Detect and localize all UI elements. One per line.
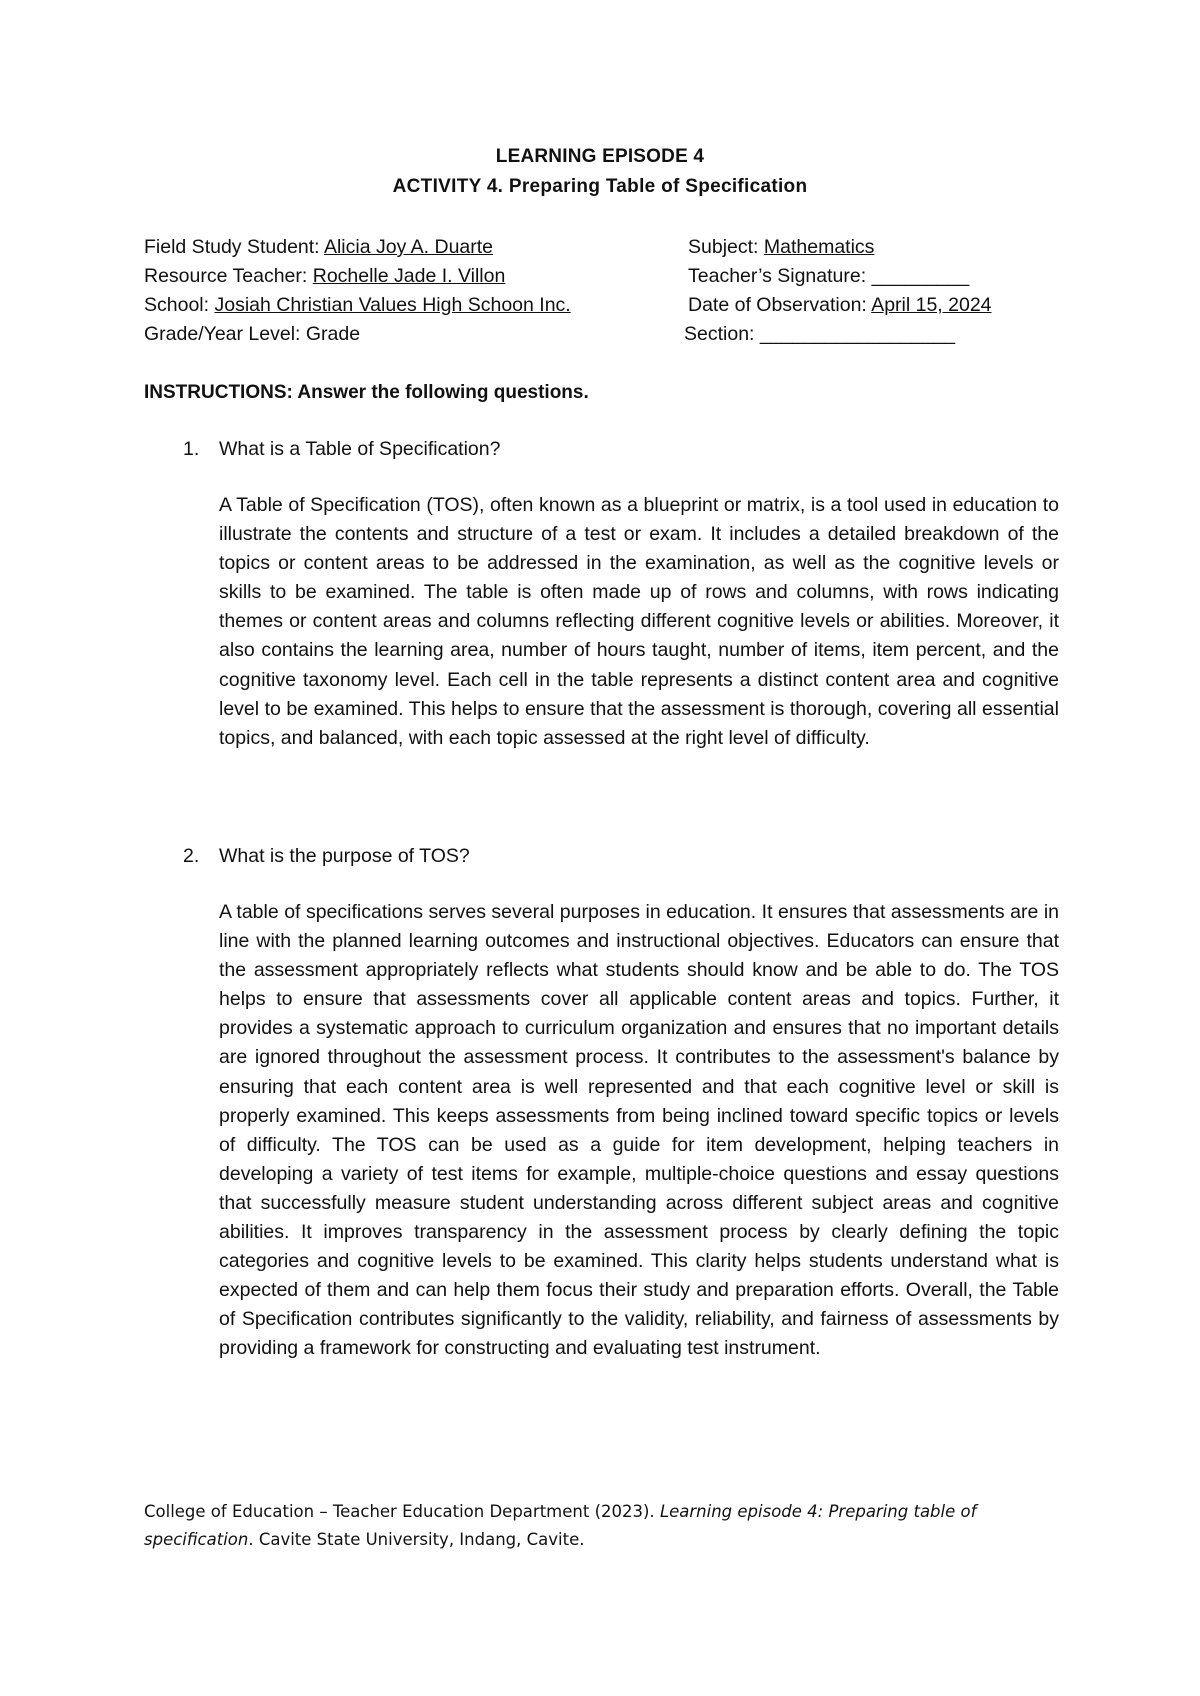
citation-place: . Cavite State University, Indang, Cavite. [248,1530,585,1549]
student-label: Field Study Student: [144,236,324,258]
school-line [144,291,571,319]
question-2-number: 2. [183,845,200,867]
question-1-number: 1. [183,438,200,460]
school-label: School: [144,294,215,316]
activity-title: ACTIVITY 4. Preparing Table of Specification [392,176,808,197]
signature-blank: _________ [871,265,970,287]
signature-label: Teacher’s Signature: [688,265,872,287]
teacher-line [144,262,505,290]
teacher-value: Rochelle Jade I. Villon [312,265,506,287]
subject-label: Subject: [688,236,764,258]
student-line [144,233,493,261]
section-line [684,320,955,348]
subject-value: Mathematics [763,236,875,258]
grade-line [144,320,360,348]
student-value: Alicia Joy A. Duarte [323,236,494,258]
date-value: April 15, 2024 [871,294,992,316]
section-blank: __________________ [759,323,956,345]
question-1-text: What is a Table of Specification? [219,438,501,460]
school-value: Josiah Christian Values High Schoon Inc. [214,294,571,316]
section-label: Section: [684,323,760,345]
citation-source: College of Education – Teacher Education Department (2023). [144,1502,660,1521]
instructions-heading: INSTRUCTIONS: Answer the following questions. [144,382,589,403]
citation-footer [144,1498,1064,1554]
grade-label: Grade/Year Level: Grade [144,323,361,345]
answer-1-paragraph: A Table of Specification (TOS), often known as a blueprint or matrix, is a tool used in education to illustrate the contents and structure of a test or exam. It includes a detailed breakdown of the topics or content areas to be addressed in the examination, as well as the cognitive levels or skills to be examined. The table is often made up of rows and columns, with rows indicating themes or content areas and columns reflecting different cognitive levels or abilities. Moreover, it also contains the learning area, number of hours taught, number of items, item percent, and the cognitive taxonomy level. Each cell in the table represents a distinct content area and cognitive level to be examined. This helps to ensure that the assessment is thorough, covering all essential topics, and balanced, with each topic assessed at the right level of difficulty. [219,494,1059,749]
date-line [688,291,992,319]
citation-title: Learning episode 4: Preparing table of specification [144,1502,977,1549]
episode-title: LEARNING EPISODE 4 [495,146,705,167]
question-2-text: What is the purpose of TOS? [219,845,470,867]
teacher-label: Resource Teacher: [144,265,313,287]
date-label: Date of Observation: [688,294,872,316]
signature-line [688,262,969,290]
subject-line [688,233,874,261]
answer-2-paragraph: A table of specifications serves several purposes in education. It ensures that assessments are in line with the planned learning outcomes and instructional objectives. Educators can ensure that the assessment appropriately reflects what students should know and be able to do. The TOS helps to ensure that assessments cover all applicable content areas and topics. Further, it provides a systematic approach to curriculum organization and ensures that no important details are ignored throughout the assessment process. It contributes to the assessment's balance by ensuring that each content area is well represented and that each cognitive level or skill is properly examined. This keeps assessments from being inclined toward specific topics or levels of difficulty. The TOS can be used as a guide for item development, helping teachers in developing a variety of test items for example, multiple-choice questions and essay questions that successfully measure student understanding across different subject areas and cognitive abilities. It improves transparency in the assessment process by clearly defining the topic categories and cognitive levels to be examined. This clarity helps students understand what is expected of them and can help them focus their study and preparation efforts. Overall, the Table of Specification contributes significantly to the validity, reliability, and fairness of assessments by providing a framework for constructing and evaluating test instrument. [219,901,1059,1360]
